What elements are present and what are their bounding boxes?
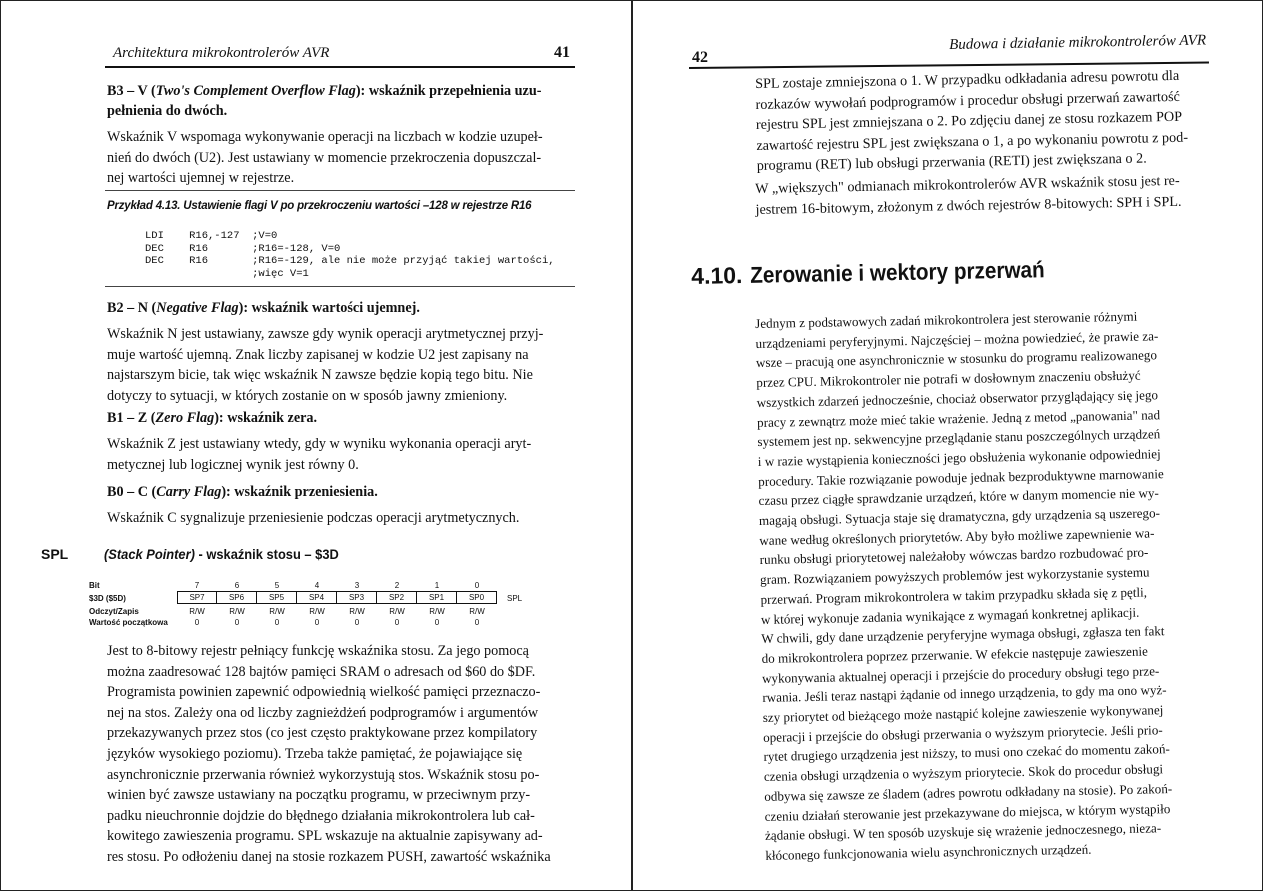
text-line: Wskaźnik C sygnalizuje przeniesienie podczas operacji arytmetycznych.	[107, 510, 520, 526]
b0-bit: B0 – C (	[107, 484, 157, 500]
bit-number: 2	[394, 581, 400, 590]
text-line: magają obsługi. Sytuacja staje się dramatyczna, gdy urządzenia są uszerego-	[758, 505, 1161, 528]
text-line: do mikrokontrolera poprzez przerwanie. W efekcie następuje zawieszenie	[761, 643, 1149, 666]
section-number: 4.10.	[691, 262, 743, 289]
bit-name-cell: SP2	[377, 591, 417, 604]
row-label-bit: Bit	[89, 581, 100, 590]
bit-name-cell: SP3	[337, 591, 377, 604]
text-line: gram. Rozwiązaniem powyższych problemów jest wykorzystanie systemu	[759, 564, 1150, 588]
text-line: i w razie wystąpienia konieczności jego obsłużenia wykonanie odpowiedniej	[757, 446, 1161, 469]
bit-name-cell: SP0	[457, 591, 497, 604]
text-line: rozkazów wywołań podprogramów i procedur obsługi przerwań zawartość	[755, 88, 1180, 113]
text-line: Wskaźnik Z jest ustawiany wtedy, gdy w wyniku wykonania operacji aryt-	[107, 436, 532, 452]
example-bottom-rule	[105, 286, 575, 287]
spl-heading-desc: - wskaźnik stosu – $3D	[194, 546, 339, 562]
left-header-rule	[105, 66, 575, 68]
code-line: LDI R16,-127 ;V=0	[145, 230, 278, 242]
b1-flag-name: Zero Flag	[155, 410, 215, 426]
b0-flag-name: Carry Flag	[156, 484, 222, 500]
row-label-initial: Wartość początkowa	[89, 618, 168, 627]
text-line: Programista powinien zapewnić odpowiednią wielkość pamięci przeznaczo-	[107, 684, 541, 701]
spl-heading-name: (Stack Pointer)	[104, 546, 195, 562]
text-line: czeniu działań sterowanie jest przekazywane do miejsca, w którym wystąpiło	[764, 800, 1171, 824]
b2-heading	[107, 298, 420, 319]
text-line: winien być zawsze ustawiany na początku programu, w przeciwnym przy-	[107, 787, 531, 804]
text-line: Jednym z podstawowych zadań mikrokontrolera jest sterowanie różnymi	[755, 308, 1138, 331]
right-running-title: Budowa i działanie mikrokontrolerów AVR	[949, 32, 1207, 53]
access-cell: R/W	[469, 607, 485, 616]
text-line: rejestru SPL jest zmniejszana o 2. Po zdjęciu danej ze stosu rozkazem POP	[755, 108, 1183, 134]
code-listing	[145, 230, 555, 280]
bit-name-cell: SP4	[297, 591, 337, 604]
access-cell: R/W	[229, 607, 245, 616]
text-line: urządzeniami peryferyjnymi. Najczęściej – można powiedzieć, że prawie za-	[755, 327, 1159, 351]
text-line: metycznej lub logicznej wynik jest równy 0.	[107, 456, 359, 473]
b2-desc: ): wskaźnik wartości ujemnej.	[238, 300, 420, 316]
example-top-rule	[105, 190, 575, 191]
text-line: nień do dwóch (U2). Jest ustawiany w momencie przekroczenia dopuszczal-	[107, 149, 542, 166]
b2-flag-name: Negative Flag	[156, 300, 239, 316]
text-line: nej na stos. Zależy ona od liczby zagnieżdżeń podprogramów i argumentów	[107, 704, 539, 721]
bit-number: 5	[274, 581, 280, 590]
text-line: Wskaźnik N jest ustawiany, zawsze gdy wynik operacji arytmetycznej przyj-	[107, 326, 544, 342]
section-title: Zerowanie i wektory przerwań	[750, 256, 1046, 288]
bit-name-cell: SP7	[177, 591, 217, 604]
text-line: najstarszym bicie, tak więc wskaźnik N zawsze będzie kopią tego bitu. Nie	[107, 367, 533, 384]
avr-paragraph	[755, 170, 1210, 220]
text-line: res stosu. Po odłożeniu danej na stosie rozkazem PUSH, zawartość wskaźnika	[107, 848, 551, 865]
text-line: nej wartości ujemnej w rejestrze.	[107, 170, 295, 187]
spl-margin-label: SPL	[41, 546, 69, 562]
right-page-number: 42	[692, 49, 708, 66]
text-line: systemem jest np. sekwencyjne przeglądanie stanu poszczególnych urządzeń	[757, 426, 1161, 450]
access-cell: R/W	[269, 607, 285, 616]
code-line: DEC R16 ;R16=-129, ale nie może przyjąć takiej wartości,	[145, 255, 555, 267]
text-line: czasu przez ciągłe sprawdzanie urządzeń, które w danym momencie nie wy-	[758, 485, 1159, 509]
b3-heading-cont: pełnienia do dwóch.	[107, 103, 228, 119]
bit-number: 7	[194, 581, 200, 590]
text-line: asynchronicznie przerwania również wykorzystują stos. Wskaźnik stosu po-	[107, 766, 540, 783]
access-cell: R/W	[309, 607, 325, 616]
text-line: języków wysokiego poziomu). Trzeba także pamiętać, że pojawiające się	[107, 745, 523, 762]
row-label-address: $3D ($5D)	[89, 594, 126, 603]
text-line: Jest to 8-bitowy rejestr pełniący funkcję wskaźnika stosu. Za jego pomocą	[107, 643, 529, 659]
text-line: wszystkich zdarzeń jednocześnie, chociaż obserwator przyglądający się jego	[756, 387, 1159, 410]
stack-paragraph	[755, 65, 1211, 177]
spl-paragraph	[107, 641, 575, 868]
text-line: jestrem 16-bitowym, złożonym z dwóch rejestrów 8-bitowych: SPH i SPL.	[755, 193, 1182, 218]
bit-number: 6	[234, 581, 240, 590]
initial-cell: 0	[314, 618, 320, 627]
text-line: kłóconego funkcjonowania wielu asynchronicznych urządzeń.	[765, 841, 1092, 863]
b0-heading	[107, 482, 378, 503]
b1-heading	[107, 408, 317, 429]
text-line: wsze – pracują one asynchronicznie w stosunku do programu realizowanego	[755, 347, 1158, 371]
text-line: przez CPU. Mikrokontroler nie potrafi w dosłownym znaczeniu obsłużyć	[756, 367, 1141, 391]
left-page-number: 41	[554, 44, 570, 61]
text-line: wykonywania aktualnej operacji i przejście do procedury obsługi tego prze-	[761, 662, 1160, 686]
text-line: w której wykonuje zadania wynikające z wymagań konkretnej aplikacji.	[760, 604, 1140, 627]
text-line: SPL zostaje zmniejszona o 1. W przypadku odkładania adresu powrotu dla	[755, 67, 1180, 92]
bit-number: 3	[354, 581, 360, 590]
text-line: Wskaźnik V wspomaga wykonywanie operacji na liczbach w kodzie uzupeł-	[107, 129, 543, 145]
text-line: W „większych" odmianach mikrokontrolerów AVR wskaźnik stosu jest re-	[755, 172, 1180, 197]
initial-cell: 0	[354, 618, 360, 627]
text-line: przerwań. Program mikrokontrolera w takim przypadku składa się z pętli,	[760, 584, 1148, 607]
text-line: zawartość rejestru SPL jest zwiększana o 1, a po wykonaniu powrotu z pod-	[756, 129, 1189, 154]
b1-bit: B1 – Z (	[107, 410, 156, 426]
initial-cell: 0	[234, 618, 240, 627]
bit-name-cell: SP5	[257, 591, 297, 604]
bit-name-cell: SP1	[417, 591, 457, 604]
b2-bit: B2 – N (	[107, 300, 157, 316]
initial-cell: 0	[194, 618, 200, 627]
text-line: przekazywanych przez stos (co jest często praktykowane przez kompilatory	[107, 725, 538, 742]
z-flag-paragraph	[107, 434, 575, 475]
text-line: czenia obsługi urządzenia o wyższym priorytecie. Skok do procedur obsługi	[763, 761, 1164, 785]
left-page	[0, 0, 632, 891]
text-line: muje wartość ujemną. Znak liczby zapisanej w kodzie U2 jest zapisany na	[107, 346, 529, 363]
text-line: dotyczy to sytuacji, w których zostanie on w sposób jawny zmieniony.	[107, 387, 508, 404]
register-name: SPL	[507, 594, 523, 603]
b3-heading	[107, 81, 577, 102]
text-line: pracy z zewnątrz może mieć takie wrażenie. Jedną z metod „panowania" nad	[756, 406, 1161, 430]
text-line: odbywa się zawsze ze śladem (adres powrotu odkładany na stosie). Po zakoń-	[764, 780, 1173, 804]
b1-desc: ): wskaźnik zera.	[214, 410, 318, 426]
access-cell: R/W	[429, 607, 445, 616]
c-flag-paragraph	[107, 508, 575, 529]
text-line: szy priorytet od bieżącego może nastąpić kolejne zawieszenie wykonywanej	[762, 702, 1164, 725]
text-line: rytet drugiego urządzenia jest niższy, to musi ono czekać do momentu zakoń-	[763, 741, 1170, 765]
bit-number: 4	[314, 581, 320, 590]
bit-number: 0	[474, 581, 480, 590]
section-heading	[691, 256, 1078, 290]
b3-desc: ): wskaźnik przepełnienia uzu-	[355, 83, 542, 99]
b0-desc: ): wskaźnik przeniesienia.	[221, 484, 378, 500]
right-page	[632, 0, 1263, 891]
access-cell: R/W	[189, 607, 205, 616]
left-running-title: Architektura mikrokontrolerów AVR	[113, 45, 330, 61]
initial-cell: 0	[274, 618, 280, 627]
access-cell: R/W	[349, 607, 365, 616]
code-line: DEC R16 ;R16=-128, V=0	[145, 242, 341, 255]
text-line: rwania. Jeśli teraz nastąpi żądanie od innego urządzenia, to gdy ma ono wyż-	[762, 682, 1167, 706]
text-line: programu (RET) lub obsługi przerwania (RETI) jest zwiększana o 2.	[756, 150, 1147, 175]
initial-cell: 0	[434, 618, 440, 627]
n-flag-paragraph	[107, 324, 575, 406]
text-line: operacji i przejście do obsługi przerwania o wyższym priorytecie. Jeśli prio-	[762, 722, 1163, 745]
text-line: można zaadresować 128 bajtów pamięci SRAM o adresach od $60 do $DF.	[107, 663, 536, 680]
initial-cell: 0	[394, 618, 400, 627]
initial-cell: 0	[474, 618, 480, 627]
spl-heading	[104, 546, 339, 562]
v-flag-paragraph	[107, 127, 575, 189]
text-line: procedury. Takie rozwiązanie powoduje jednak bezproduktywne marnowanie	[758, 465, 1164, 489]
bit-name-cell: SP6	[217, 591, 257, 604]
interrupts-paragraph	[755, 305, 1220, 865]
code-line: ;więc V=1	[145, 267, 309, 280]
text-line: W chwili, gdy dane urządzenie peryferyjne wymaga obsługi, zgłasza ten fakt	[761, 623, 1165, 647]
text-line: runku obsługi priorytetowej należałoby wówczas bardzo rozbudować pro-	[759, 544, 1149, 568]
access-cell: R/W	[389, 607, 405, 616]
text-line: żądanie obsługi. W ten sposób uzyskuje się wrażenie jednoczesnego, nieza-	[764, 820, 1162, 844]
example-caption: Przykład 4.13. Ustawienie flagi V po przekroczeniu wartości –128 w rejestrze R16	[107, 200, 532, 212]
b3-flag-name: Two's Complement Overflow Flag	[155, 83, 356, 99]
b3-bit: B3 – V (	[107, 83, 156, 99]
text-line: padku nieuchronnie dojdzie do błędnego działania mikrokontrolera lub cał-	[107, 807, 535, 824]
text-line: kowitego zawieszenia programu. SPL wskazuje na aktualnie zapisywany ad-	[107, 828, 543, 845]
row-label-access: Odczyt/Zapis	[89, 607, 139, 616]
bit-number: 1	[434, 581, 440, 590]
text-line: wane według określonych priorytetów. Aby było możliwe zapewnienie wa-	[759, 525, 1155, 548]
